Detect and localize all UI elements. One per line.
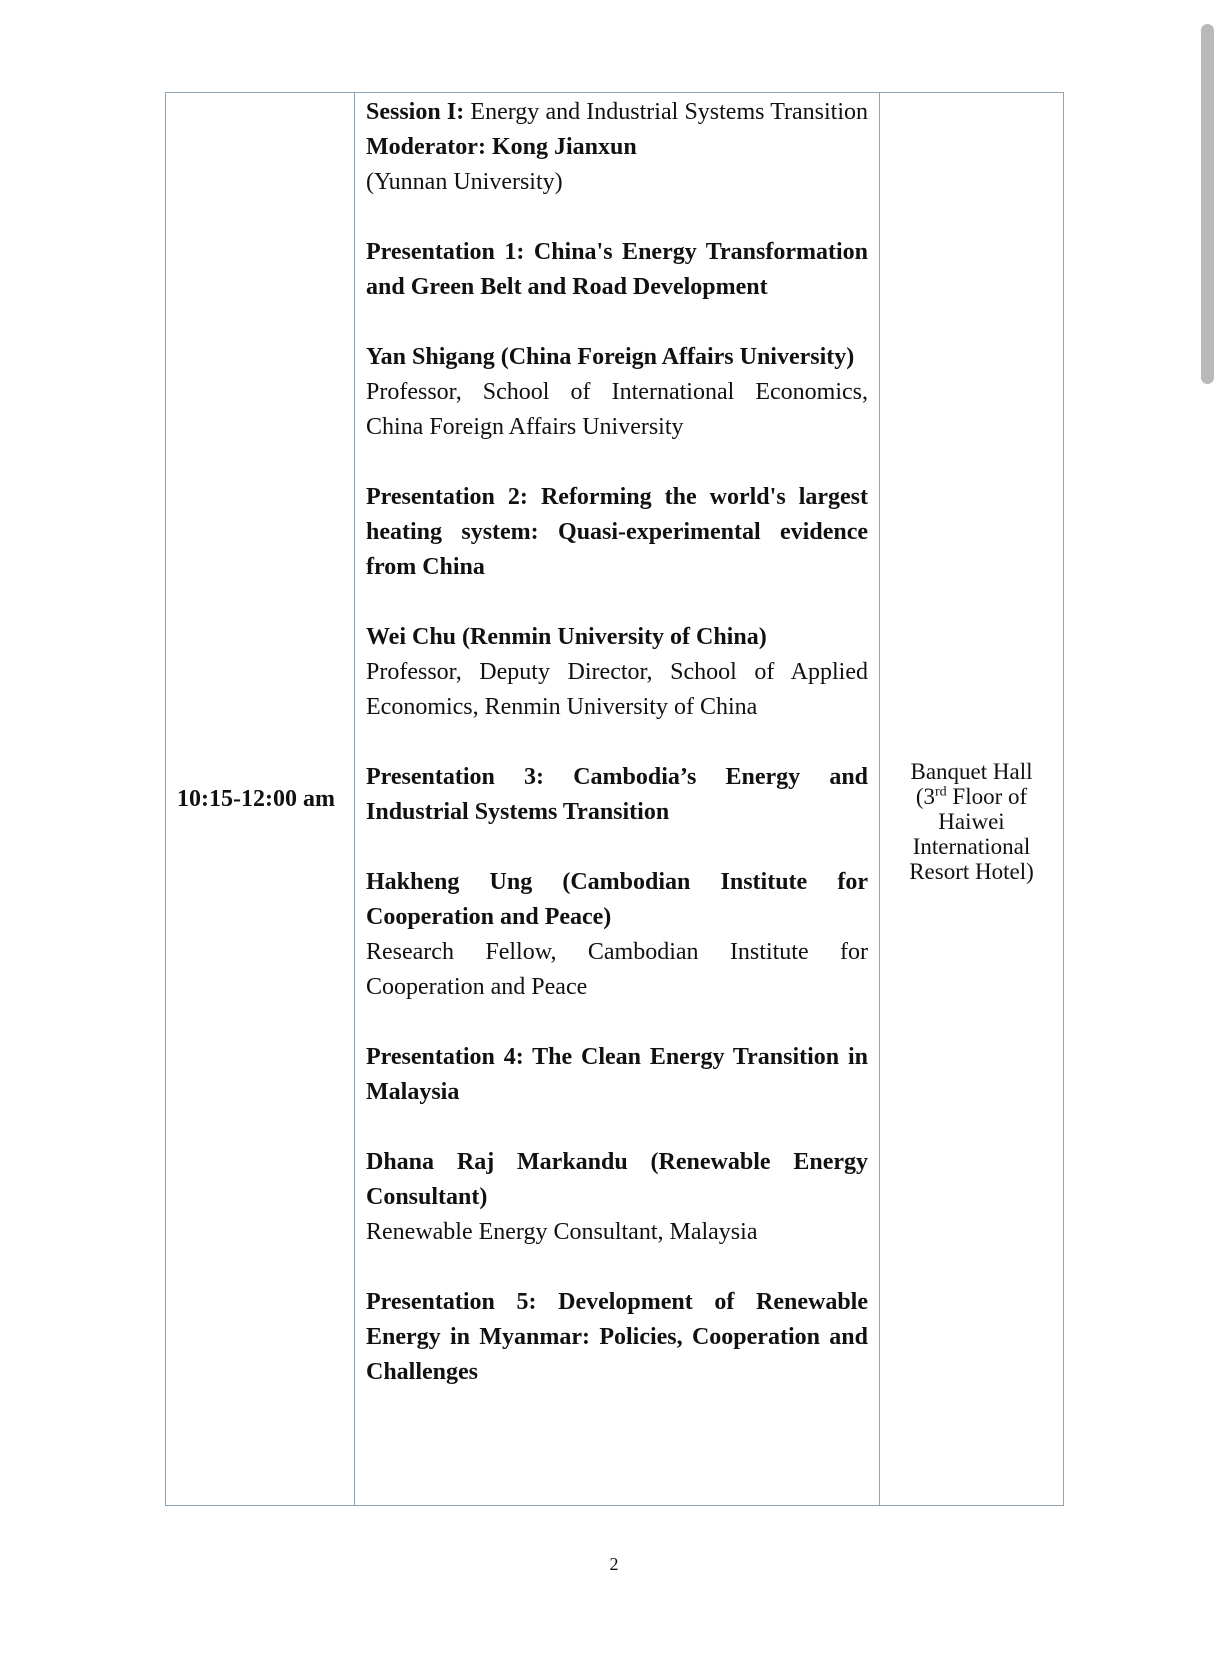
time-cell bbox=[166, 93, 355, 1506]
presentation-5-heading bbox=[366, 1285, 868, 1390]
schedule-table bbox=[165, 92, 1064, 1506]
venue-line-2 bbox=[890, 784, 1053, 809]
page-number: 2 bbox=[609, 1554, 619, 1574]
presentation-1-speaker-desc: Professor, School of International Economics, China Foreign Affairs University bbox=[366, 379, 868, 440]
venue-line-1: Banquet Hall bbox=[910, 758, 1033, 784]
presentation-3-heading bbox=[366, 760, 868, 830]
presentation-3-label: Presentation 3: bbox=[366, 764, 545, 790]
presentation-1-speaker: Yan Shigang (China Foreign Affairs University) bbox=[366, 344, 855, 370]
content-cell bbox=[355, 93, 880, 1506]
presentation-2-label: Presentation 2: bbox=[366, 484, 528, 510]
presentation-1-label: Presentation 1: bbox=[366, 239, 525, 265]
presentation-2-speaker: Wei Chu (Renmin University of China) bbox=[366, 624, 767, 650]
presentation-5-title: Development of Renewable Energy in Myanmar: Policies, Cooperation and Challenges bbox=[366, 1289, 868, 1385]
presentation-4-speaker-desc: Renewable Energy Consultant, Malaysia bbox=[366, 1219, 758, 1245]
presentation-2-heading bbox=[366, 480, 868, 585]
venue-line-2-suffix: Floor of bbox=[946, 783, 1028, 809]
venue-line-4: International bbox=[912, 833, 1031, 859]
moderator-affiliation: (Yunnan University) bbox=[366, 169, 563, 195]
presentation-4-title: The Clean Energy Transition in Malaysia bbox=[366, 1044, 868, 1105]
presentation-1-title: China's Energy Transformation and Green Belt and Road Development bbox=[366, 239, 868, 300]
session-heading bbox=[366, 95, 868, 130]
presentation-4-speaker: Dhana Raj Markandu (Renewable Energy Consultant) bbox=[366, 1149, 868, 1210]
table-row bbox=[166, 93, 1064, 1506]
venue bbox=[880, 759, 1063, 884]
session-title: Energy and Industrial Systems Transition bbox=[470, 99, 869, 125]
session-time: 10:15-12:00 am bbox=[177, 786, 335, 812]
presentation-1-heading bbox=[366, 235, 868, 305]
presentation-2-speaker-desc: Professor, Deputy Director, School of Applied Economics, Renmin University of China bbox=[366, 659, 868, 720]
venue-line-2-prefix: (3 bbox=[915, 783, 935, 809]
presentation-2-title: Reforming the world's largest heating system: Quasi-experimental evidence from China bbox=[366, 484, 868, 580]
scrollbar-thumb[interactable] bbox=[1201, 24, 1214, 384]
session-label: Session I: bbox=[366, 99, 465, 125]
venue-line-5: Resort Hotel) bbox=[909, 858, 1034, 884]
presentation-4-label: Presentation 4: bbox=[366, 1044, 524, 1070]
presentation-3-speaker-desc: Research Fellow, Cambodian Institute for Cooperation and Peace bbox=[366, 939, 868, 1000]
venue-cell bbox=[880, 93, 1064, 1506]
presentation-3-title: Cambodia’s Energy and Industrial Systems Transition bbox=[366, 764, 869, 825]
presentation-3-speaker: Hakheng Ung (Cambodian Institute for Cooperation and Peace) bbox=[366, 869, 868, 930]
presentation-5-label: Presentation 5: bbox=[366, 1289, 537, 1315]
moderator-name: Kong Jianxun bbox=[491, 134, 637, 160]
moderator-label: Moderator: bbox=[366, 134, 486, 160]
session-content bbox=[355, 93, 879, 1390]
presentation-4-heading bbox=[366, 1040, 868, 1110]
moderator-line bbox=[366, 130, 868, 165]
venue-line-2-sup: rd bbox=[935, 783, 947, 799]
venue-line-3: Haiwei bbox=[938, 808, 1005, 834]
